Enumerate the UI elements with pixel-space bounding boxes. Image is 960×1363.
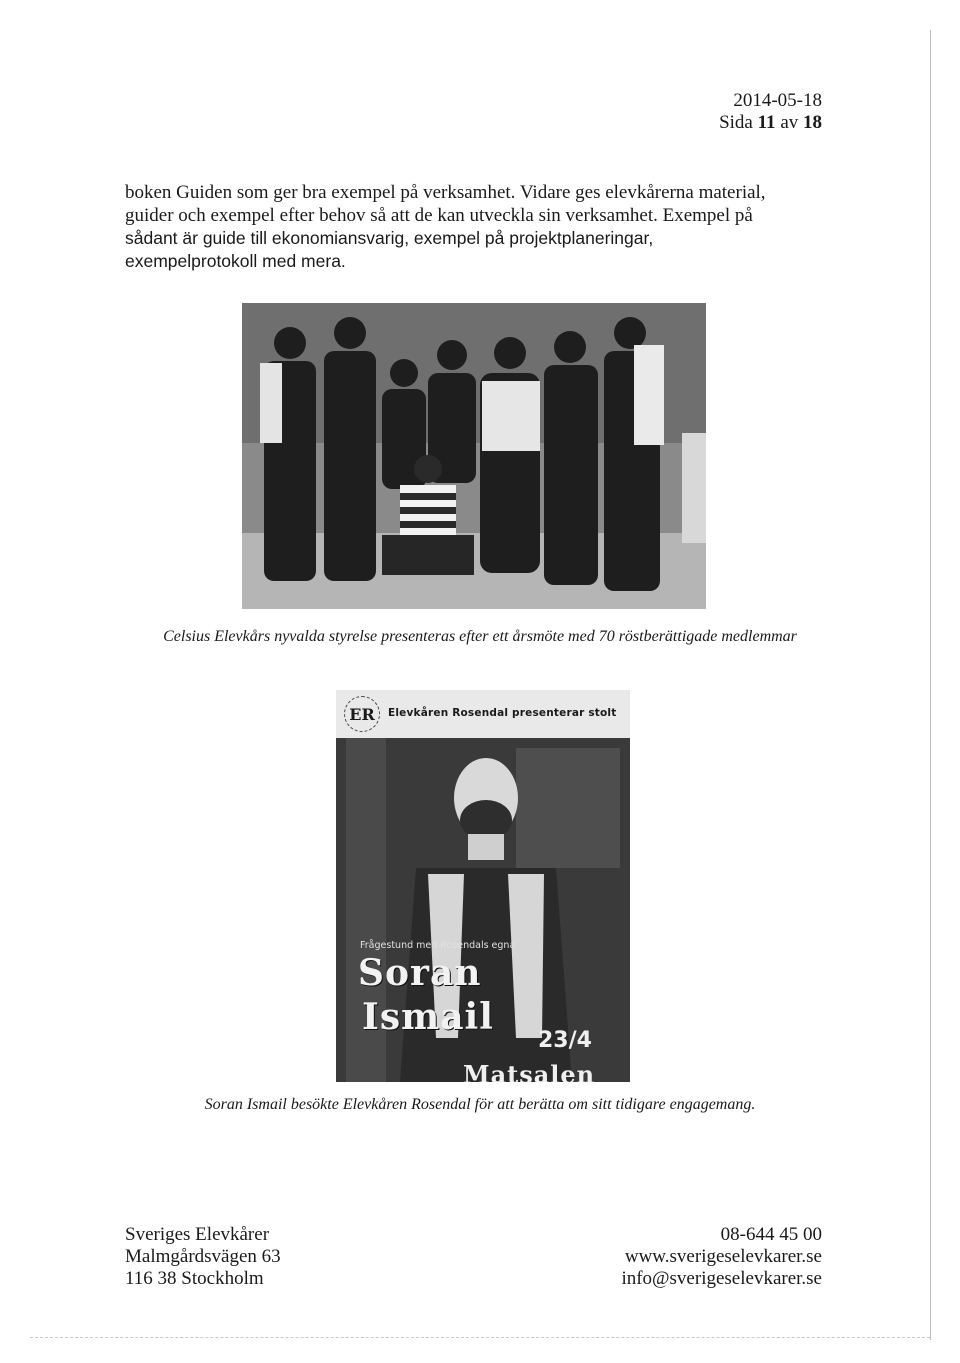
poster-image xyxy=(336,738,630,1082)
footer-contact xyxy=(621,1224,822,1290)
group-photo-caption: Celsius Elevkårs nyvalda styrelse presenteras efter ett årsmöte med 70 röstberättigade medlemmar xyxy=(163,628,797,645)
elevkar-logo: ER xyxy=(344,696,380,732)
page-current: 11 xyxy=(757,112,776,133)
body-line-4: exempelprotokoll med mera. xyxy=(125,251,346,271)
page-edge-bottom xyxy=(30,1337,930,1338)
footer-address xyxy=(125,1224,281,1290)
poster-last-name: Ismail xyxy=(362,996,494,1038)
event-poster xyxy=(336,690,630,1082)
footer-phone: 08-644 45 00 xyxy=(720,1224,822,1245)
poster-header-text: Elevkåren Rosendal presenterar stolt xyxy=(388,707,617,719)
poster-subtitle: Frågestund med Rosendals egna xyxy=(360,940,516,951)
poster-date: 23/4 xyxy=(538,1028,592,1053)
body-paragraph xyxy=(125,181,825,273)
body-line-3: sådant är guide till ekonomiansvarig, exempel på projektplaneringar, xyxy=(125,228,654,248)
poster-caption: Soran Ismail besökte Elevkåren Rosendal för att berätta om sitt tidigare engagemang. xyxy=(204,1096,756,1113)
poster-header xyxy=(336,690,630,739)
group-photo-illustration xyxy=(242,303,706,609)
page-edge-right xyxy=(930,30,931,1340)
body-line-1: boken Guiden som ger bra exempel på verksamhet. Vidare ges elevkårerna material, xyxy=(125,182,766,203)
poster-location: Matsalen xyxy=(463,1060,596,1082)
group-photo xyxy=(242,303,706,609)
page-separator: av xyxy=(780,112,799,133)
header-page-number xyxy=(719,112,822,134)
page-header xyxy=(719,90,822,134)
page-prefix: Sida xyxy=(719,112,753,133)
footer-city: 116 38 Stockholm xyxy=(125,1268,264,1289)
footer-org: Sveriges Elevkårer xyxy=(125,1224,270,1245)
body-line-2: guider och exempel efter behov så att de kan utveckla sin verksamhet. Exempel på xyxy=(125,205,753,226)
footer-website: www.sverigeselevkarer.se xyxy=(624,1246,822,1267)
footer-street: Malmgårdsvägen 63 xyxy=(125,1246,281,1267)
poster-first-name: Soran xyxy=(358,952,482,994)
header-date: 2014-05-18 xyxy=(733,90,822,111)
page-total: 18 xyxy=(803,112,822,133)
footer-email: info@sverigeselevkarer.se xyxy=(621,1268,822,1289)
